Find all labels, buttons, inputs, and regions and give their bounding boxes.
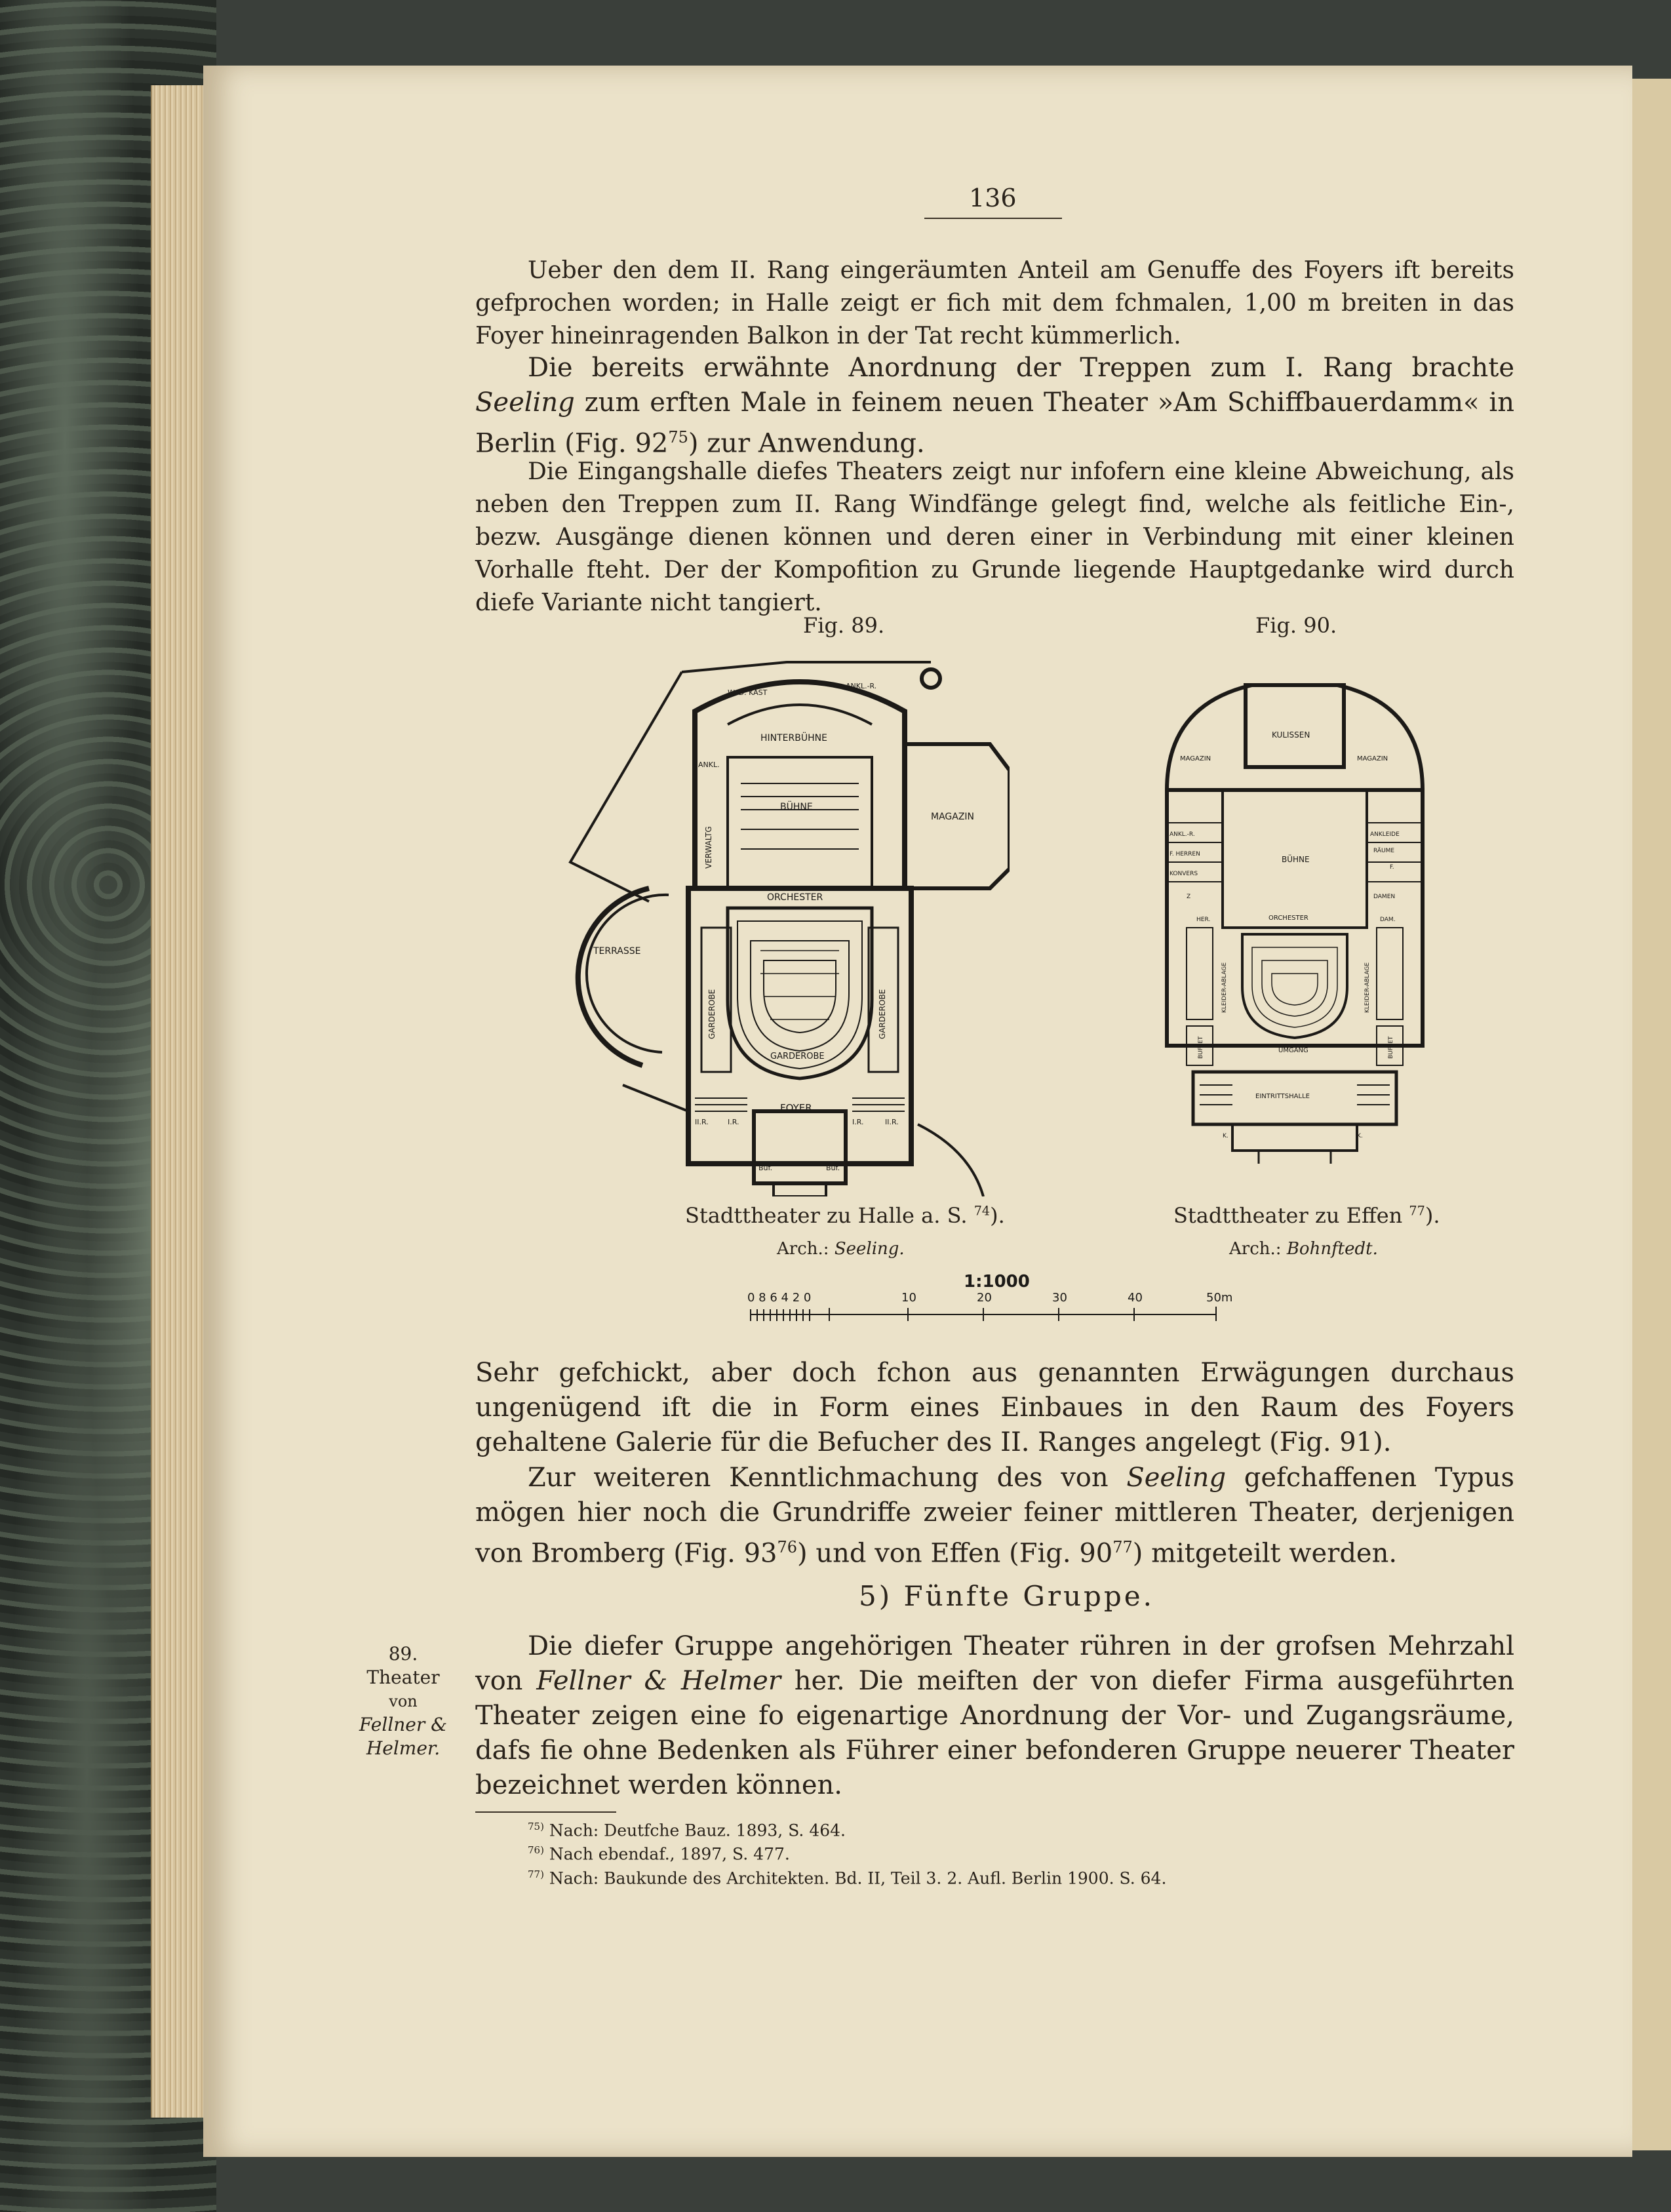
p2-text-after: zum erften Male in feinem neuen Theater »Am Schiffbauerdamm« in Berlin (Fig. 92 [475,387,1514,459]
p5-text-end: ) mitgeteilt werden. [1132,1538,1398,1569]
margin-note-line1: Theater [366,1667,440,1688]
fig89-arch-name: Seeling. [834,1239,905,1259]
fig90-caption-text: Stadttheater zu Effen [1173,1203,1403,1228]
p2-text-end: ) zur Anwendung. [688,428,925,459]
scale-label-30: 30 [1052,1291,1067,1305]
fig90-orchester: ORCHESTER [1268,915,1308,922]
footnote-77-num: 77) [528,1868,544,1880]
fig89-i-r-right: I.R. [852,1118,864,1126]
fig90-caption-sup: 77 [1409,1203,1425,1219]
fig89-w-d-kast: W. D. KAST [728,688,768,697]
fig89-garderobe-left: GARDEROBE [707,989,717,1039]
fig89-verwaltg: VERWALTG [704,826,713,869]
fig90-caption-end: ). [1425,1203,1440,1228]
paragraph-1: Ueber den dem II. Rang eingeräumten Anteil am Genuffe des Foyers ift bereits gefprochen worden; in Halle zeigt er fich mit dem fchmalen, 1,00 m breiten in das Foyer hineinragenden Balkon in der Tat recht kümmerlich. [475,257,1514,349]
fig90-dam: DAM. [1380,917,1396,923]
fig90-magazin-left: MAGAZIN [1180,755,1211,762]
fig90-floor-plan [1160,679,1429,1164]
fig90-label: Fig. 90. [1255,613,1337,638]
p2-text-before: Die bereits erwähnte Anordnung der Treppen zum I. Rang brachte [528,353,1514,383]
footnote-76-num: 76) [528,1844,544,1856]
page-number: 136 [969,184,1017,212]
fig90-raeume: RÄUME [1373,848,1395,854]
fig90-ankl-r: ANKL.-R. [1170,831,1195,838]
fig90-damen: DAMEN [1373,894,1396,900]
scale-label-50: 50m [1206,1291,1233,1305]
fig89-terrasse: TERRASSE [593,946,641,957]
p6-architect-names: Fellner & Helmer [536,1666,781,1696]
fig89-hinterbuehne: HINTERBÜHNE [760,733,827,743]
margin-note [351,1642,456,1760]
paragraph-3: Die Eingangshalle diefes Theaters zeigt nur infofern eine kleine Abweichung, als neben den Treppen zum II. Rang Windfänge gelegt find, welche als feitliche Ein-, bezw. Ausgänge dienen können und deren einer in Verbindung mit einer kleinen Vorhalle fteht. Der der Kompofition zu Grunde liegende Hauptgedanke wird durch diefe Variante nicht tangiert. [475,458,1514,616]
p5-architect-name: Seeling [1126,1463,1227,1493]
fig89-caption-text: Stadttheater zu Halle a. S. [685,1203,968,1228]
scale-title: 1:1000 [964,1272,1030,1292]
paragraph-5 [475,1461,1514,1571]
fig90-f: F. [1390,864,1394,871]
fig90-magazin-right: MAGAZIN [1357,755,1388,762]
fig90-f-herren: F. HERREN [1170,851,1200,858]
fig89-garderobe-bottom: GARDEROBE [770,1052,825,1061]
fig89-buehne: BÜHNE [780,802,813,812]
footnote-76 [528,1844,790,1863]
footnote-77-text: Nach: Baukunde des Architekten. Bd. II, Teil 3. 2. Aufl. Berlin 1900. S. 64. [549,1868,1167,1888]
footnote-75-num: 75) [528,1821,544,1832]
fig89-floor-plan [564,652,1010,1196]
margin-note-line4: Helmer. [366,1737,441,1759]
fig89-arch-prefix: Arch.: [777,1239,835,1259]
fig90-buffet-right: BUFFET [1388,1036,1394,1059]
fig90-her: HER. [1196,917,1211,923]
fig89-label: Fig. 89. [803,613,885,638]
next-page-edge [1632,79,1671,2150]
fig90-caption [1173,1203,1440,1228]
fig89-magazin: MAGAZIN [931,812,975,822]
page-number-rule [924,218,1062,219]
fig89-orchester: ORCHESTER [767,892,823,903]
footnote-76-text: Nach ebendaf., 1897, S. 477. [549,1844,790,1864]
fig90-architect [1229,1239,1378,1259]
margin-note-line2: von [389,1692,418,1710]
footnote-75-text: Nach: Deutfche Bauz. 1893, S. 464. [549,1821,846,1840]
fig89-buf-right: Büf. [826,1164,840,1172]
fig90-kleider-left: KLEIDER-ABLAGE [1221,962,1228,1013]
scale-bar [747,1269,1252,1328]
fig89-buf-left: Büf. [758,1164,773,1172]
fig89-ankl-left: ANKL. [698,760,720,769]
fig90-umgang: UMGANG [1278,1047,1308,1054]
p5-text-mid2: ) und von Effen (Fig. 90 [797,1538,1113,1569]
paragraph-6 [475,1629,1514,1803]
p2-architect-name: Seeling [475,387,575,418]
fig89-foyer: FOYER [780,1102,812,1114]
fig89-caption-sup: 74 [973,1203,991,1219]
fig89-architect [777,1239,905,1259]
fig89-ii-r-right: II.R. [885,1118,899,1126]
margin-note-number: 89. [388,1643,418,1665]
footnote-75 [528,1821,846,1840]
fig89-ii-r-left: II.R. [695,1118,709,1126]
footnote-77 [528,1868,1166,1887]
fig90-arch-name: Bohnftedt. [1286,1239,1378,1259]
p5-text-mid: gefchaffenen Typus mögen hier noch die Grundriffe zweier feiner mittleren Theater, derjenigen von Bromberg (Fig. 93 [475,1463,1515,1569]
fig90-eintrittshalle: EINTRITTSHALLE [1255,1093,1310,1100]
p5-text-before: Zur weiteren Kenntlichmachung des von [528,1463,1127,1493]
paragraph-4: Sehr gefchickt, aber doch fchon aus genannten Erwägungen durchaus ungenügend ift die in Form eines Einbaues in den Raum des Foyers gehaltene Galerie für die Befucher des II. Ranges angelegt (Fig. 91). [475,1358,1514,1457]
p6-text-before: Die diefer Gruppe angehörigen Theater rühren in der grofsen Mehrzahl von [475,1631,1514,1696]
scale-small-ticks: 0 8 6 4 2 0 [747,1291,812,1305]
fig90-arch-prefix: Arch.: [1229,1239,1287,1259]
section-heading: 5) Fünfte Gruppe. [859,1580,1154,1612]
p5-footnote-ref-77: 77 [1112,1538,1133,1556]
fig90-k-left: K. [1223,1133,1229,1139]
paragraph-2 [475,351,1514,461]
scale-label-40: 40 [1128,1291,1143,1305]
fig90-k-right: K. [1357,1133,1363,1139]
fig90-konvers: KONVERS [1170,871,1198,877]
fig89-caption-end: ). [990,1203,1005,1228]
p5-footnote-ref-76: 76 [777,1538,798,1556]
fig90-ankleide: ANKLEIDE [1370,831,1400,838]
fig90-kulissen: KULISSEN [1272,730,1310,740]
footnote-rule [475,1811,616,1813]
scale-label-20: 20 [977,1291,992,1305]
fig90-buehne: BÜHNE [1282,855,1310,864]
fig89-caption [685,1203,1005,1228]
fig89-ankl-top: ANKL.-R. [846,682,877,690]
fig90-buffet-left: BUFFET [1198,1036,1204,1059]
p6-text-after: her. Die meiften der von diefer Firma ausgeführten Theater zeigen eine fo eigenartige Anordnung der Vor- und Zugangsräume, dafs fie ohne Bedenken als Führer einer befonderen Gruppe neuerer Theater bezeichnet werden können. [475,1666,1514,1800]
fig89-garderobe-right: GARDEROBE [878,989,887,1039]
scale-label-10: 10 [901,1291,916,1305]
fig89-i-r-left: I.R. [728,1118,739,1126]
fig90-z: Z [1187,894,1191,900]
margin-note-line3: Fellner & [359,1714,448,1735]
p2-footnote-ref: 75 [668,428,688,446]
fig90-kleider-right: KLEIDER-ABLAGE [1364,962,1371,1013]
